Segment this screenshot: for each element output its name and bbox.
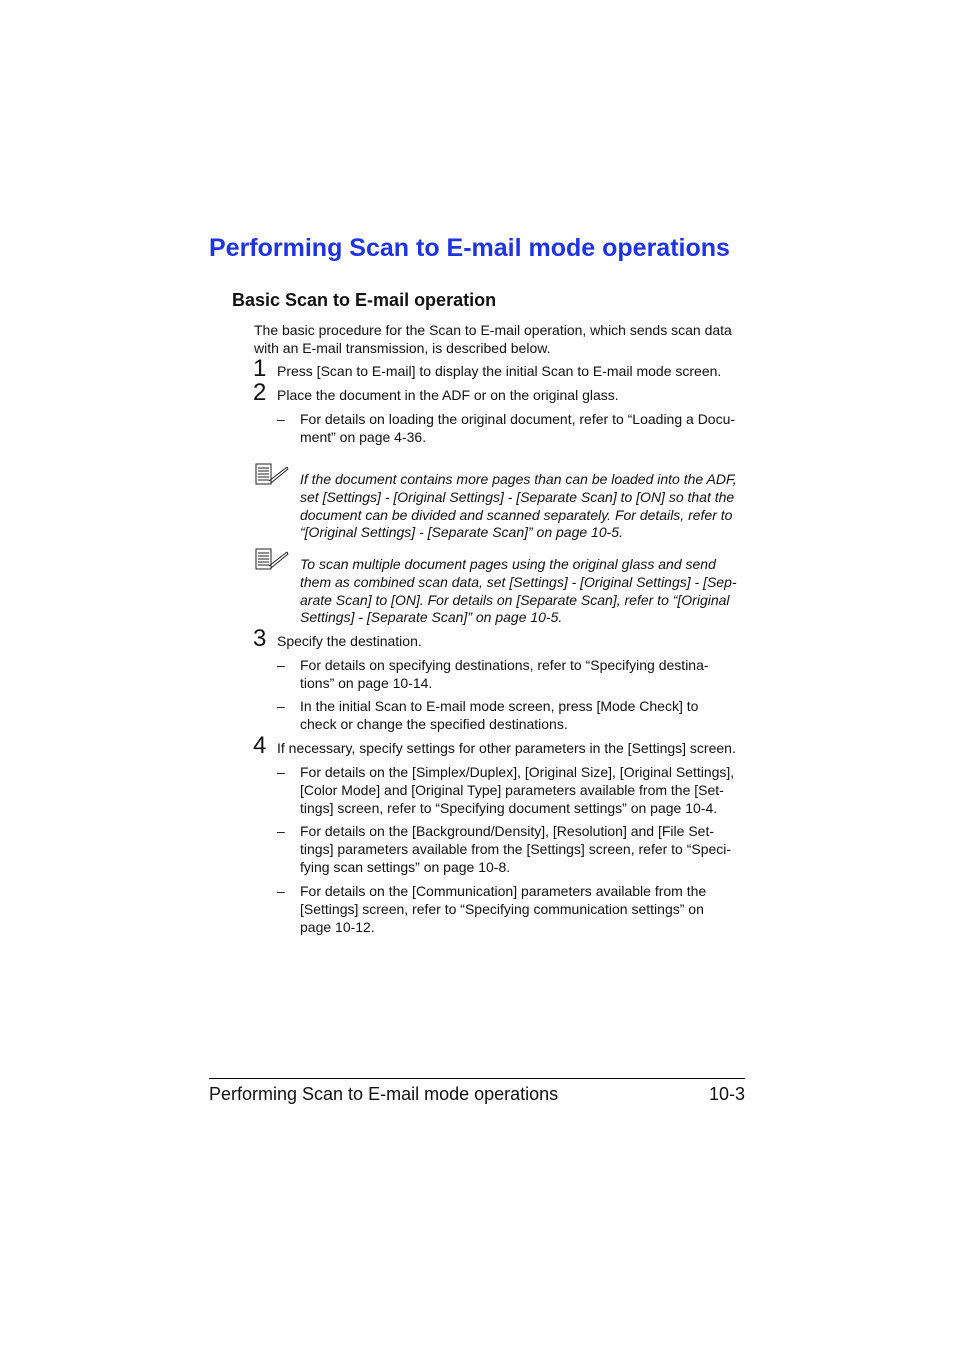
note-line: “[Original Settings] - [Separate Scan]” on page 10-5. xyxy=(300,524,623,541)
bullet-line: tions” on page 10-14. xyxy=(300,674,433,691)
bullet-dash: – xyxy=(277,411,285,427)
bullet-line: For details on the [Communication] parameters available from the xyxy=(300,883,707,899)
step-number: 2 xyxy=(253,379,267,406)
bullet-item xyxy=(300,823,731,876)
bullet-line: ment” on page 4-36. xyxy=(300,428,427,445)
bullet-item xyxy=(300,698,698,734)
bullet-dash: – xyxy=(277,698,285,714)
section-heading: Basic Scan to E-mail operation xyxy=(232,290,497,310)
bullet-line: check or change the specified destinations. xyxy=(300,715,568,732)
bullet-line: [Settings] screen, refer to “Specifying communication settings” on xyxy=(300,900,704,917)
bullet-dash: – xyxy=(277,657,285,673)
note-pencil-icon xyxy=(255,463,289,485)
bullet-line: page 10-12. xyxy=(300,918,375,935)
step-text: Place the document in the ADF or on the original glass. xyxy=(277,387,619,403)
note-line: document can be divided and scanned separately. For details, refer to xyxy=(300,506,733,523)
bullet-item xyxy=(300,883,706,936)
bullet-line: For details on the [Simplex/Duplex], [Original Size], [Original Settings], xyxy=(300,764,735,780)
step-text: If necessary, specify settings for other parameters in the [Settings] screen. xyxy=(277,740,736,756)
bullet-item xyxy=(300,764,734,817)
bullet-dash: – xyxy=(277,883,285,899)
note-text xyxy=(300,556,737,627)
step-number: 1 xyxy=(253,355,267,382)
step-number: 4 xyxy=(253,732,267,759)
intro-paragraph xyxy=(254,322,732,358)
step-text: Press [Scan to E-mail] to display the initial Scan to E-mail mode screen. xyxy=(277,363,722,379)
note-line: them as combined scan data, set [Settings] - [Original Settings] - [Sep- xyxy=(300,573,737,590)
step-text: Specify the destination. xyxy=(277,633,422,649)
bullet-line: [Color Mode] and [Original Type] parameters available from the [Set- xyxy=(300,781,724,798)
step-number: 3 xyxy=(253,625,267,652)
bullet-line: For details on the [Background/Density], [Resolution] and [File Set- xyxy=(300,823,714,839)
note-line: set [Settings] - [Original Settings] - [Separate Scan] to [ON] so that the xyxy=(300,488,735,505)
bullet-line: For details on specifying destinations, refer to “Specifying destina- xyxy=(300,657,709,673)
bullet-line: In the initial Scan to E-mail mode screen, press [Mode Check] to xyxy=(300,698,699,714)
note-line: If the document contains more pages than can be loaded into the ADF, xyxy=(300,471,737,487)
intro-line: The basic procedure for the Scan to E-mail operation, which sends scan data xyxy=(254,322,732,338)
note-line: arate Scan] to [ON]. For details on [Separate Scan], refer to “[Original xyxy=(300,591,730,608)
bullet-line: tings] parameters available from the [Settings] screen, refer to “Speci- xyxy=(300,840,732,857)
bullet-line: For details on loading the original document, refer to “Loading a Docu- xyxy=(300,411,736,427)
bullet-line: fying scan settings” on page 10-8. xyxy=(300,858,511,875)
page-number: 10-3 xyxy=(708,1084,745,1104)
note-pencil-icon xyxy=(255,548,289,570)
bullet-line: tings] screen, refer to “Specifying document settings” on page 10-4. xyxy=(300,799,718,816)
bullet-item xyxy=(300,657,709,693)
bullet-item xyxy=(300,411,735,447)
note-line: Settings] - [Separate Scan]” on page 10-5. xyxy=(300,609,563,626)
page-heading: Performing Scan to E-mail mode operations xyxy=(209,234,730,262)
footer-divider xyxy=(209,1078,745,1079)
bullet-dash: – xyxy=(277,764,285,780)
intro-line: with an E-mail transmission, is described below. xyxy=(254,339,551,356)
footer-title: Performing Scan to E-mail mode operations xyxy=(209,1084,559,1104)
note-text xyxy=(300,471,737,542)
note-line: To scan multiple document pages using the original glass and send xyxy=(300,556,716,572)
bullet-dash: – xyxy=(277,823,285,839)
